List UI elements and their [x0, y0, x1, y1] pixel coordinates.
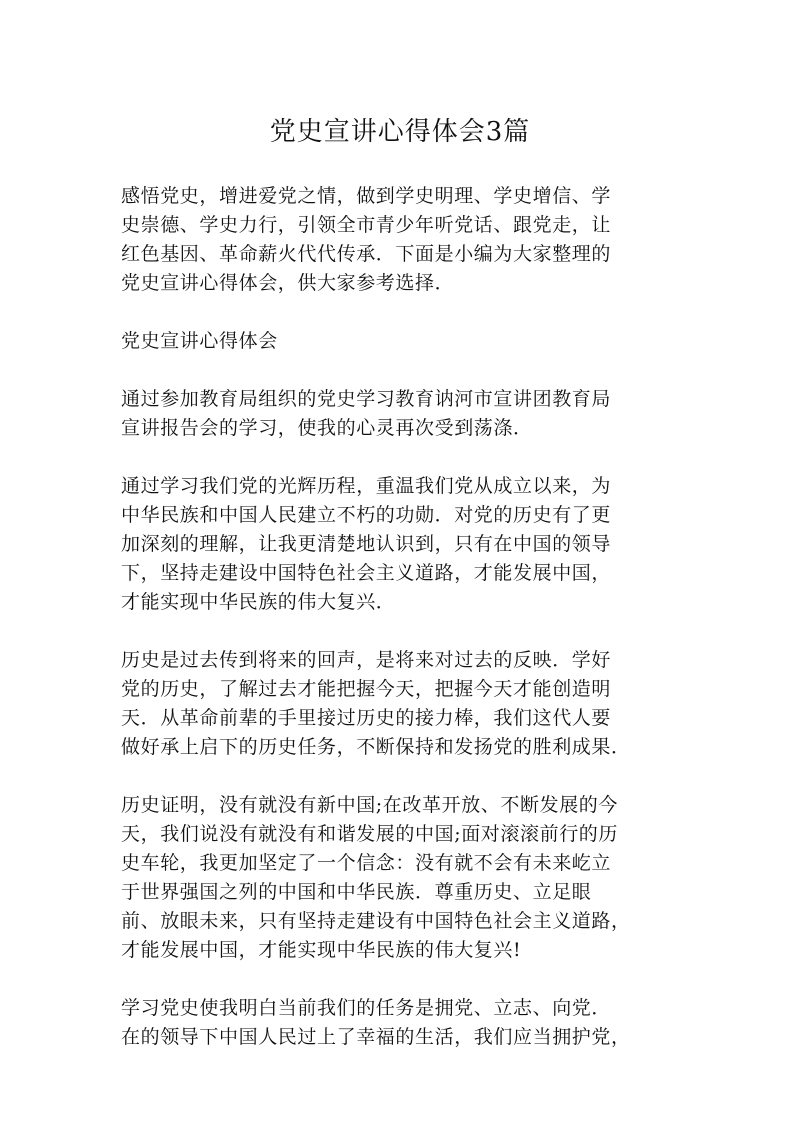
text-line: 史崇德、学史力行，引领全市青少年听党话、跟党走，让 [121, 214, 612, 236]
text-line: 天．从革命前辈的手里接过历史的接力棒，我们这代人要 [121, 707, 612, 729]
text-line: 前、放眼未来，只有坚持走建设有中国特色社会主义道路， [121, 910, 631, 932]
paragraph-intro [121, 182, 681, 298]
section-heading [121, 327, 681, 356]
text-line: 做好承上启下的历史任务，不断保持和发扬党的胜利成果． [121, 736, 631, 758]
paragraph [121, 646, 681, 762]
text-line: 才能发展中国，才能实现中华民族的伟大复兴! [121, 939, 522, 961]
text-line: 下，坚持走建设中国特色社会主义道路，才能发展中国， [121, 562, 612, 584]
paragraph [121, 994, 681, 1052]
text-line: 党史宣讲心得体会，供大家参考选择． [121, 272, 455, 294]
text-line: 中华民族和中国人民建立不朽的功勋．对党的历史有了更 [121, 504, 612, 526]
text-line: 才能实现中华民族的伟大复兴． [121, 591, 396, 613]
text-line: 红色基因、革命薪火代代传承．下面是小编为大家整理的 [121, 243, 612, 265]
text-line: 学习党史使我明白当前我们的任务是拥党、立志、向党． [121, 997, 612, 1019]
text-line: 通过参加教育局组织的党史学习教育讷河市宣讲团教育局 [121, 388, 612, 410]
text-line: 历史证明，没有就没有新中国;在改革开放、不断发展的今 [121, 794, 619, 816]
document-title: 党史宣讲心得体会3篇 [269, 117, 531, 147]
text-line: 天，我们说没有就没有和谐发展的中国;面对滚滚前行的历 [121, 823, 619, 845]
text-line: 在的领导下中国人民过上了幸福的生活，我们应当拥护党， [121, 1026, 631, 1048]
text-line: 于世界强国之列的中国和中华民族．尊重历史、立足眼 [121, 881, 592, 903]
text-line: 史车轮，我更加坚定了一个信念：没有就不会有未来屹立 [121, 852, 612, 874]
document-body [121, 182, 681, 1081]
text-line: 感悟党史，增进爱党之情，做到学史明理、学史增信、学 [121, 185, 612, 207]
text-line: 党的历史，了解过去才能把握今天，把握今天才能创造明 [121, 678, 612, 700]
text-line: 宣讲报告会的学习，使我的心灵再次受到荡涤． [121, 417, 533, 439]
paragraph [121, 791, 681, 965]
paragraph [121, 385, 681, 443]
text-line: 历史是过去传到将来的回声，是将来对过去的反映．学好 [121, 649, 612, 671]
text-line: 加深刻的理解，让我更清楚地认识到，只有在中国的领导 [121, 533, 612, 555]
text-line: 通过学习我们党的光辉历程，重温我们党从成立以来，为 [121, 475, 612, 497]
text-line: 党史宣讲心得体会 [121, 330, 278, 352]
paragraph [121, 472, 681, 617]
